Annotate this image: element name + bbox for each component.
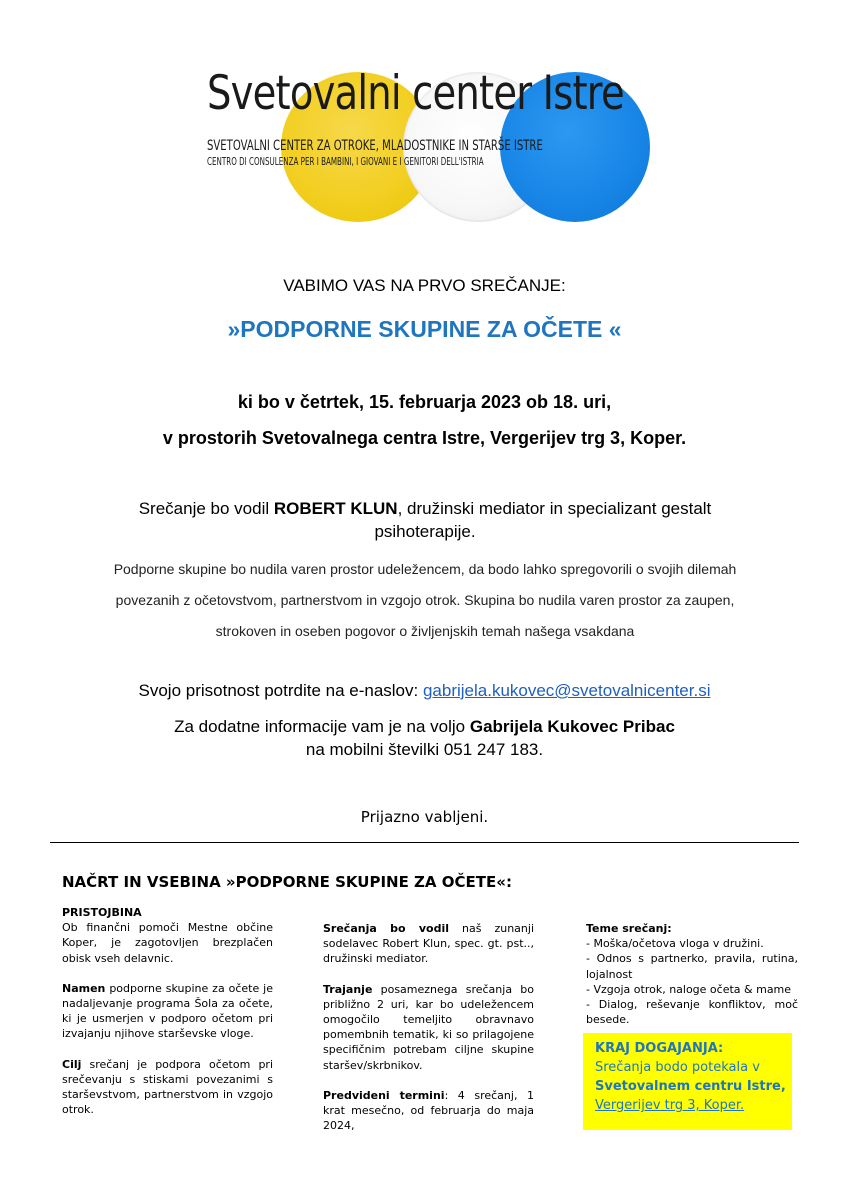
- location-box: [583, 1033, 792, 1130]
- leader-suffix: , družinski mediator in specializant gestalt psihoterapije.: [374, 499, 712, 541]
- confirm-line: [0, 681, 849, 701]
- led-text: naš zunanji sodelavec Robert Klun, spec. gt. pst.., družinski mediator.: [323, 922, 534, 966]
- topic-item: - Vzgoja otrok, naloge očeta & mame: [586, 982, 792, 996]
- section-title: NAČRT IN VSEBINA »PODPORNE SKUPINE ZA OČETE«:: [62, 873, 512, 891]
- topic-item: - Dialog, reševanje konfliktov, moč besede.: [586, 998, 798, 1027]
- topic-item: - Odnos s partnerko, pravila, rutina, lojalnost: [586, 952, 798, 981]
- leader-paragraph: [100, 497, 750, 543]
- topic-item: - Moška/očetova vloga v družini.: [586, 937, 764, 951]
- confirm-text: Svojo prisotnost potrdite na e-naslov:: [138, 681, 423, 700]
- leader-prefix: Srečanje bo vodil: [138, 499, 274, 518]
- duration-paragraph: [323, 982, 534, 1073]
- column-topics: [586, 921, 798, 1027]
- topics-heading: [586, 921, 798, 936]
- event-datetime: ki bo v četrtek, 15. februarja 2023 ob 18. uri,: [237, 392, 612, 412]
- location-venue: Svetovalnem centru Istre,: [595, 1079, 786, 1094]
- event-place: v prostorih Svetovalnega centra Istre, Vergerijev trg 3, Koper.: [162, 428, 687, 448]
- location-title: KRAJ DOGAJANJA:: [595, 1041, 724, 1056]
- location-address: Vergerijev trg 3, Koper.: [595, 1098, 745, 1113]
- contact-phone: na mobilni številki 051 247 183.: [305, 740, 544, 759]
- email-link[interactable]: gabrijela.kukovec@svetovalnicenter.si: [422, 681, 711, 700]
- column-organisation: [323, 921, 534, 1148]
- contact-name: Gabrijela Kukovec Pribac: [469, 717, 675, 736]
- terms-paragraph: [323, 1088, 534, 1134]
- topics-heading-text: Teme srečanj:: [586, 922, 672, 935]
- logo-subtitle-sl: SVETOVALNI CENTER ZA OTROKE, MLADOSTNIKE IN STARŠE ISTRE: [207, 138, 543, 154]
- contact-info: [0, 715, 849, 761]
- duration-label: Trajanje: [323, 982, 373, 996]
- fee-heading: [62, 905, 273, 920]
- fee-heading-text: PRISTOJBINA: [62, 906, 142, 919]
- regards-line: Prijazno vabljeni.: [360, 808, 489, 826]
- logo-subtitle-it: CENTRO DI CONSULENZA PER I BAMBINI, I GIOVANI E I GENITORI DELL'ISTRIA: [207, 155, 484, 168]
- led-label: Srečanja bo vodil: [323, 922, 450, 935]
- invite-line: VABIMO VAS NA PRVO SREČANJE:: [283, 276, 566, 295]
- description-paragraph: [60, 554, 790, 647]
- purpose-paragraph: [62, 981, 273, 1042]
- description-line: strokoven in oseben pogovor o življenjskih temah našega vsakdana: [215, 623, 635, 639]
- goal-text: srečanj je podpora očetom pri srečevanju s stiskami povezanimi s starševstvom, partnerstvom in vzgojo otrok.: [62, 1057, 273, 1117]
- fee-text: Ob finančni pomoči Mestne občine Koper, je zagotovljen brezplačen obisk vseh delavnic.: [62, 921, 273, 965]
- led-paragraph: [323, 921, 534, 967]
- column-fee: [62, 905, 273, 1132]
- logo-title: Svetovalni center Istre: [207, 66, 624, 121]
- purpose-text: podporne skupine za očete je nadaljevanje programa Šola za očete, ki je usmerjen v podporo očetom pri izvajanju njihove starševske vloge.: [62, 981, 273, 1041]
- leader-name: ROBERT KLUN: [273, 499, 398, 518]
- terms-label: Predvideni termini: [323, 1088, 445, 1102]
- purpose-label: Namen: [62, 981, 106, 995]
- goal-paragraph: [62, 1057, 273, 1118]
- divider: [50, 842, 799, 843]
- terms-text: : 4 srečanj, 1 krat mesečno, od februarja do maja 2024,: [323, 1088, 534, 1133]
- description-line: Podporne skupine bo nudila varen prostor udeležencem, da bodo lahko spregovorili o svojih dilemah: [113, 561, 737, 577]
- page-title: »PODPORNE SKUPINE ZA OČETE «: [227, 316, 622, 342]
- description-line: povezanih z očetovstvom, partnerstvom in vzgojo otrok. Skupina bo nudila varen prostor za zaupen,: [115, 592, 735, 608]
- location-line: Srečanja bodo potekala v: [595, 1060, 760, 1075]
- contact-line: [0, 715, 849, 738]
- duration-text: posameznega srečanja bo približno 2 uri, kar bo udeležencem omogočilo temeljito obravnavo pomembnih tematik, ki so prilagojene specifičnim potrebam ciljne skupine staršev/skrbnikov.: [323, 982, 534, 1072]
- goal-label: Cilj: [62, 1057, 82, 1071]
- contact-prefix: Za dodatne informacije vam je na voljo: [174, 717, 470, 736]
